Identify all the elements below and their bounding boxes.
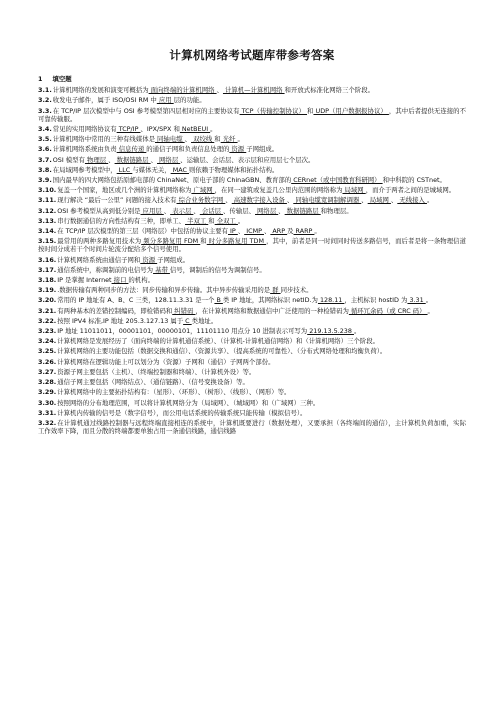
answer-blank: 面向终端的计算机网络 (148, 86, 217, 95)
answer-blank: 接口 (111, 276, 129, 285)
question-text: .数据传输有两种同步的方法：同步传输和异步传输。其中异步传输采用的是 (57, 286, 271, 295)
answer-blank: 频分多路复用 FDM (141, 237, 201, 246)
question-number: 3.3. (38, 106, 52, 115)
answer-blank: 物理层 (84, 155, 109, 164)
answer-blank: 双绞线 (191, 135, 215, 144)
question-item (38, 135, 466, 143)
question-text: 、 (163, 206, 171, 215)
question-text: ，其中，前者是同一时间同时传送多路信号，而后者是将一条物理信道按时间分成若干个时间片轮流分配给多个信号使用。 (38, 237, 467, 254)
question-text: 在 TCP/IP 层次模型中与 OSI 参考模型第四层相对应的主要协议有 (52, 106, 240, 115)
question-number: 3.1. (38, 86, 52, 95)
question-number: 3.6. (38, 145, 52, 154)
section-label: 填空题 (52, 75, 72, 83)
question-text: 及 (287, 227, 294, 236)
question-text: 常用的 IP 地址有 A、B、C 三类，128.11.3.31 是一个 (57, 296, 215, 305)
question-number: 3.27. (38, 367, 57, 376)
question-text: 有两种基本的差错控制编码，即检错码和 (57, 306, 173, 315)
answer-blank: UDP（用户数据报协议） (313, 106, 389, 115)
question-number: 3.8. (38, 165, 52, 174)
question-text: 类 IP 地址，其网络标识 netID.为 (222, 296, 318, 305)
question-item (38, 388, 466, 396)
question-number: 3.32. (38, 418, 57, 427)
question-text: 则依赖于物理媒体和拓扑结构。 (188, 165, 279, 174)
answer-blank: 局域网 (342, 186, 366, 195)
answer-blank: CERnet（或中国教育科研网） (291, 176, 383, 185)
question-text: 计算机网络在逻辑功能上可以划分为（资源）子网和（通信）子网两个部份。 (57, 357, 275, 366)
answer-blank: 信息传递 (116, 145, 147, 154)
question-item (38, 156, 466, 164)
answer-blank: 光纤 (220, 135, 238, 144)
question-text: 计算机内传输的信号是（数字信号），而公用电话系统的传输系统只能传输（模拟信号）。 (57, 408, 307, 417)
question-item (38, 358, 466, 366)
answer-blank: 综合业务数字网 (176, 196, 226, 205)
question-number: 3.17. (38, 265, 57, 274)
question-text: 。 (210, 125, 217, 134)
question-text: ，其中后者提供无连接的不可靠传输服。 (38, 106, 467, 123)
answer-blank: 网络层 (157, 155, 181, 164)
question-text: 复盖一个国家，地区或几个洲的计算机网络称为 (57, 186, 192, 195)
answer-blank: ICMP (244, 227, 264, 236)
question-item (38, 237, 466, 253)
question-text: 和开放式标准化网络三个阶段。 (284, 86, 375, 95)
question-text: 在局域网参考模型中， (52, 165, 117, 174)
question-text: 与媒体无关， (132, 165, 171, 174)
answer-blank: 数据链路层 (284, 206, 321, 215)
question-item (38, 266, 466, 274)
question-text: 按照网络的分布地理范围，可以将计算机网络分为（局域网）、（城域网）和（广域网）三种。 (57, 398, 320, 407)
question-number: 3.30. (38, 398, 57, 407)
answer-blank: B (214, 296, 223, 305)
question-list (38, 86, 466, 435)
question-number: 3.16. (38, 255, 57, 264)
answer-blank: 数据链路层 (114, 155, 151, 164)
question-text: 最常用的两种多路复用技术为 (57, 237, 142, 246)
question-item (38, 207, 466, 215)
question-text: 计算机网络中的主要拓扑结构有：（星形）、（环形）、（树形）、（线形）、（网形）等。 (57, 388, 291, 397)
question-text: 、 (263, 227, 271, 236)
question-item (38, 96, 466, 104)
question-number: 3.12. (38, 206, 57, 215)
question-number: 3.4. (38, 125, 52, 134)
question-text: 、 (216, 86, 223, 95)
answer-blank: 表示层 (170, 206, 194, 215)
answer-blank: NetBEUI (179, 125, 211, 134)
question-number: 3.29. (38, 388, 57, 397)
question-text: 信号，调制后的信号为调制信号。 (169, 265, 266, 274)
question-text: 同步技术。 (280, 286, 313, 295)
question-text: ，在同一建筑或复盖几公里内范围的网络称为 (214, 186, 343, 195)
question-item (38, 125, 466, 133)
question-text: 、 (184, 135, 192, 144)
question-number: 3.2. (38, 96, 52, 105)
question-number: 3.22. (38, 316, 57, 325)
question-text: 、 (278, 206, 285, 215)
question-text: 。 (426, 196, 434, 205)
answer-blank: 同轴电缆 (155, 135, 185, 144)
answer-blank: 时分多路复用 TDM (206, 237, 267, 246)
answer-blank: MAC (170, 165, 189, 174)
question-item (38, 327, 466, 335)
question-text: 。 (353, 327, 361, 336)
question-item (38, 256, 466, 264)
question-text: 国内最早的四大网络包括原邮电部的 ChinaNet、原电子部的 ChinaGBN、教育部的 (52, 176, 292, 185)
answer-blank: 网络层 (255, 206, 279, 215)
question-text: 串行数据通信的方向性结构有三种，即单工、 (57, 216, 186, 225)
question-item (38, 347, 466, 355)
question-text: 。 (427, 306, 434, 315)
question-number: 3.18. (38, 276, 57, 285)
question-item (38, 196, 466, 204)
question-text: 计算机网络系统由负责 (52, 145, 117, 154)
question-text: OSI 参考模型从高到低分别是 (57, 206, 141, 215)
answer-blank: 全双工 (214, 216, 238, 225)
question-text: 计算机网络的发展和演变可概括为 (52, 86, 149, 95)
question-text: ，在计算机网络和数据通信中广泛使用的一种检错码为 (195, 306, 349, 315)
answer-blank: TCP（传输控制协议） (239, 106, 308, 115)
question-item (38, 368, 466, 376)
question-text: 、 (286, 196, 294, 205)
answer-blank: 128.11 (317, 296, 345, 305)
question-text: 。 (314, 227, 321, 236)
question-item (38, 166, 466, 174)
question-text: 。 (237, 216, 245, 225)
question-number: 3.13. (38, 216, 57, 225)
question-number: 3.20. (38, 296, 57, 305)
question-item (38, 86, 466, 94)
question-text: 、 (225, 196, 232, 205)
question-text: 计算机网络的主要功能包括（数据交换和通信）、（资源共享）、（提高系统的可靠性）、（分布式网络处理和均衡负荷）。 (57, 347, 387, 356)
question-number: 3.23. (38, 327, 57, 336)
question-text: 、 (193, 206, 200, 215)
question-text: 通信系统中，称调制前的电信号为 (57, 265, 154, 274)
answer-blank: 会话层 (199, 206, 224, 215)
question-number: 3.11. (38, 196, 57, 205)
question-item (38, 296, 466, 304)
answer-blank: 3.31 (407, 296, 426, 305)
page-title: 计算机网络考试题库带参考答案 (169, 48, 335, 62)
question-text: 和 (307, 106, 314, 115)
question-text: ，而介于两者之间的是城域网。 (365, 186, 456, 195)
question-item (38, 419, 466, 435)
answer-blank: 半双工 (185, 216, 209, 225)
answer-blank: 循环冗余码（或 CRC 码） (348, 306, 428, 315)
question-item (38, 107, 466, 123)
question-item (38, 145, 466, 153)
question-text: 资源子网主要包括（主机）、（终端控制器和终端）、（计算机外设）等。 (57, 367, 256, 376)
question-text: 类地址。 (191, 316, 218, 325)
question-text: 常见的实用网络协议有 (52, 125, 117, 134)
question-text: 在 TCP/IP 层次模型的第三层（网络层）中包括的协议主要有 (57, 227, 228, 236)
answer-blank: 同轴电缆宽调制解调器 (293, 196, 362, 205)
question-text: OSI 模型有 (52, 155, 85, 164)
question-text: 收发电子邮件，属于 ISO/OSI RM 中 (52, 96, 157, 105)
answer-blank: 局域网 (367, 196, 391, 205)
answer-blank: 219.13.5.238 (307, 327, 354, 336)
answer-blank: IP (228, 227, 238, 236)
question-text: 子网组成。 (157, 255, 190, 264)
question-text: 、 (237, 227, 245, 236)
question-item (38, 399, 466, 407)
question-number: 3.19. (38, 286, 57, 295)
answer-blank: 纠错码 (172, 306, 196, 315)
question-text: 、运输层、会话层、表示层和应用层七个层次。 (180, 155, 315, 164)
answer-blank: 群 (270, 286, 281, 295)
question-number: 3.5. (38, 135, 52, 144)
question-text: IP 是掌握 Internet (57, 276, 112, 285)
question-item (38, 217, 466, 225)
answer-blank: C (183, 316, 192, 325)
question-item (38, 317, 466, 325)
question-text: IP 地址 11011011，00001101，00000101，11101110 用点分 10 进制表示可写为 (57, 327, 308, 336)
question-text: 子网组成。 (246, 145, 279, 154)
question-item (38, 176, 466, 184)
answer-blank: TCP/IP (116, 125, 141, 134)
question-text: 计算机网络系统由通信子网和 (57, 255, 141, 264)
answer-blank: LLC (116, 165, 133, 174)
question-number: 3.7. (38, 155, 52, 164)
question-number: 3.21. (38, 306, 57, 315)
question-text: 、传输层、 (223, 206, 255, 215)
question-number: 3.25. (38, 347, 57, 356)
section-heading (38, 75, 466, 83)
question-item (38, 286, 466, 294)
question-number: 3.31. (38, 408, 57, 417)
question-text: 、 (108, 155, 115, 164)
question-text: 和中科院的 CSTnet。 (382, 176, 446, 185)
question-text: 计算机网络中常用的三种有线媒体是 (52, 135, 155, 144)
question-item (38, 378, 466, 386)
answer-blank: 应用层 (140, 206, 164, 215)
question-text: ，主机标识 hostID 为 (344, 296, 408, 305)
question-text: 、 (150, 155, 157, 164)
question-item (38, 276, 466, 284)
answer-blank: 资源 (140, 255, 158, 264)
answer-blank: 资源 (229, 145, 247, 154)
answer-blank: 计算机—计算机网络 (222, 86, 285, 95)
section-number: 1 (38, 75, 43, 83)
question-text: 、IPX/SPX 和 (140, 125, 180, 134)
question-text: 、 (361, 196, 368, 205)
question-text: 的机构。 (128, 276, 154, 285)
question-item (38, 186, 466, 194)
question-number: 3.28. (38, 378, 57, 387)
answer-blank: 无线接入 (397, 196, 427, 205)
question-item (38, 307, 466, 315)
question-text: 和 (200, 237, 207, 246)
question-text: 和 (214, 135, 221, 144)
question-text: 。 (425, 296, 433, 305)
question-number: 3.24. (38, 337, 57, 346)
question-text: 在计算机通过线路控制器与远程终端直接相连的系统中，计算机既要进行（数据处理），又要承担（各终端间的通信），主计算机负荷加重，实际工作效率下降，而且分散的终端都要单独占用一条通信线路，通信线路 (38, 418, 466, 436)
question-text: 现行解决 “最后一公里” 问题的接入技术有 (57, 196, 177, 205)
answer-blank: 广域网 (191, 186, 215, 195)
question-item (38, 409, 466, 417)
answer-blank: ARP (270, 227, 288, 236)
question-number: 3.10. (38, 186, 57, 195)
question-number: 3.14. (38, 227, 57, 236)
question-text: 、 (390, 196, 398, 205)
question-number: 3.26. (38, 357, 57, 366)
question-number: 3.15. (38, 237, 57, 246)
question-text: 的通信子网和负责信息处理的 (146, 145, 230, 154)
answer-blank: 高速数字接入设备 (231, 196, 287, 205)
question-item (38, 337, 466, 345)
question-text: 通信子网主要包括（网络结点）、（通信链路）、（信号变换设备）等。 (57, 378, 249, 387)
answer-blank: RARP (293, 227, 315, 236)
question-text: 和物理层。 (320, 206, 353, 215)
question-text: 按照 IPV4 标准,IP 地址 205.3.127.13 属于 (57, 316, 184, 325)
answer-blank: 应用 (156, 96, 174, 105)
question-number: 3.9. (38, 176, 52, 185)
question-text: 和 (208, 216, 215, 225)
question-item (38, 227, 466, 235)
question-text: 。 (237, 135, 244, 144)
question-text: 计算机网络是发展经历了（面向终端的计算机通信系统）、（计算机-计算机通信网络）和（计算机网络）三个阶段。 (57, 337, 380, 346)
question-text: 层的功能。 (173, 96, 206, 105)
answer-blank: 基带 (153, 265, 170, 274)
